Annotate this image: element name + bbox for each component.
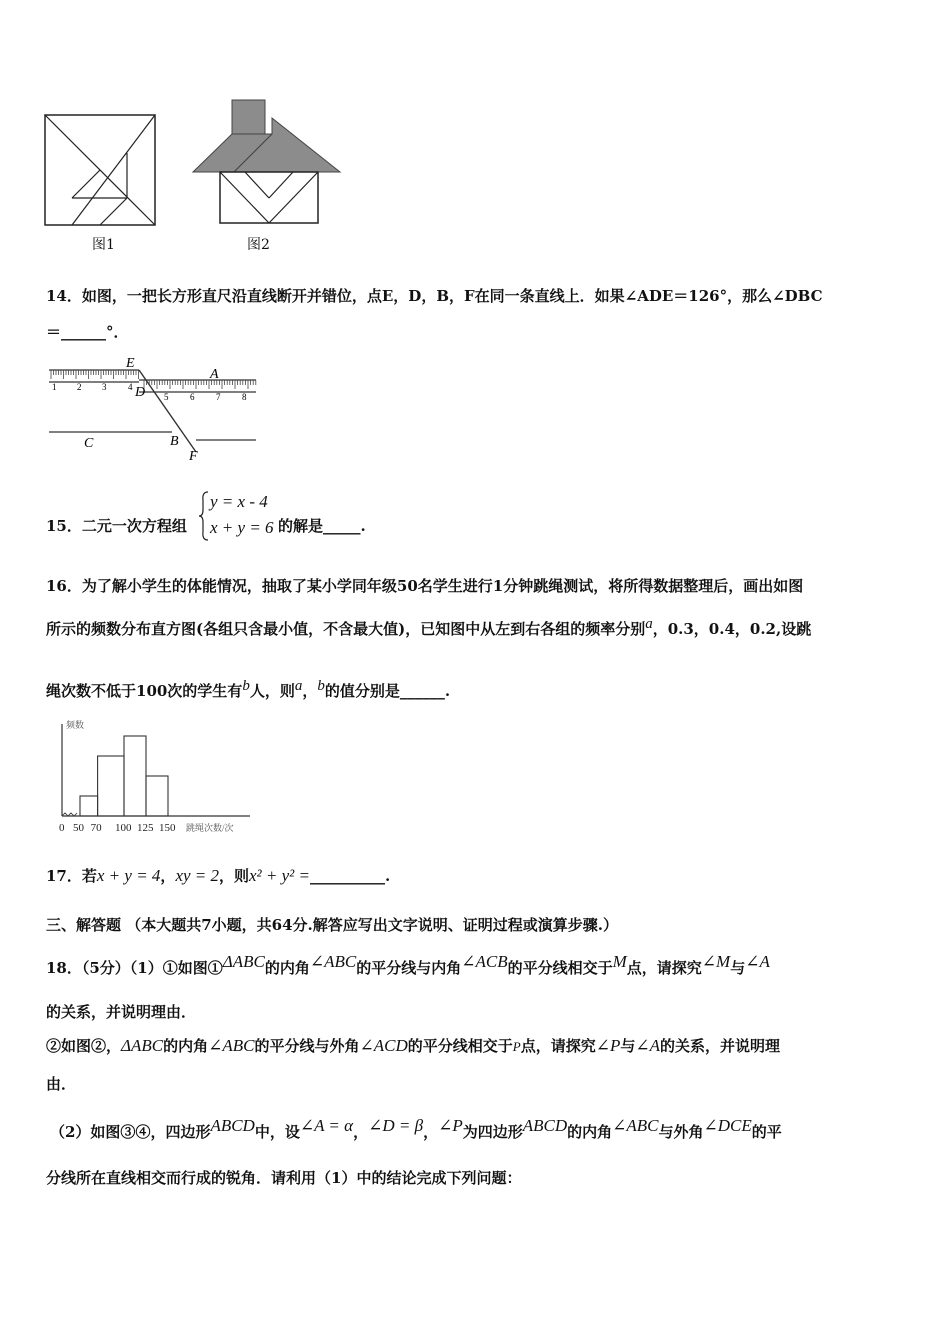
section-3-title: 三、解答题 （本大题共7小题，共64分.解答应写出文字说明、证明过程或演算步骤.） xyxy=(46,916,618,934)
q18-line-6: 分线所在直线相交而行成的锐角．请利用（1）中的结论完成下列问题： xyxy=(46,1169,522,1187)
histogram-bar xyxy=(98,756,124,816)
histogram-bar xyxy=(146,776,168,816)
q18-text-1b: 的内角 xyxy=(264,959,310,977)
x-axis-label: 跳绳次数/次 xyxy=(186,823,234,833)
variable-a-2: a xyxy=(294,678,303,694)
q18-angle-acb: ∠ACB xyxy=(461,952,508,971)
q18-text-5b: 中，设 xyxy=(254,1123,300,1141)
q18-point-m: M xyxy=(612,952,627,971)
x-tick-label: 125 xyxy=(137,822,154,834)
q18-angle-abc-3: ∠ABC xyxy=(612,1116,659,1135)
ruler-number-3: 3 xyxy=(102,382,107,392)
y-axis-label: 频数 xyxy=(66,720,85,730)
q18-alpha: ∠A = α xyxy=(299,1116,354,1135)
variable-a: a xyxy=(645,616,653,632)
label-B: B xyxy=(170,434,179,449)
q18-text-1a: 18．（5分）（1）①如图① xyxy=(46,959,223,977)
q18-text-3d: 的平分线相交于 xyxy=(407,1037,513,1055)
ruler-number-1: 1 xyxy=(52,382,57,392)
ruler-number-6: 6 xyxy=(190,392,195,402)
question-14-line-2: ＝______°． xyxy=(46,323,129,341)
ruler-number-4: 4 xyxy=(128,382,133,392)
q18-text-5a: （2）如图③④，四边形 xyxy=(50,1123,211,1141)
histogram-bar xyxy=(124,736,146,816)
q18-angle-p-2: ∠P xyxy=(438,1116,463,1135)
line-2-text-b: ，0.3，0.4，0.2,设跳 xyxy=(652,620,812,638)
q18-point-p: P xyxy=(512,1039,521,1054)
ruler-number-8: 8 xyxy=(242,392,247,402)
q18-line-5 xyxy=(50,1116,782,1142)
q18-angle-a-2: ∠A xyxy=(635,1036,661,1055)
label-F: F xyxy=(189,449,198,464)
figure-1 xyxy=(40,110,165,234)
line-3-text-a: 绳次数不低于100次的学生有 xyxy=(46,682,243,700)
ruler-figure xyxy=(44,352,264,464)
q18-text-5c: ， xyxy=(353,1123,369,1141)
q18-text-5h: 的平 xyxy=(751,1123,782,1141)
q18-angle-a: ∠A xyxy=(745,952,770,971)
q18-text-5g: 与外角 xyxy=(658,1123,704,1141)
q17-prefix: 17．若 xyxy=(46,867,97,885)
ruler-number-7: 7 xyxy=(216,392,221,402)
label-A: A xyxy=(210,367,219,382)
ruler-number-5: 5 xyxy=(164,392,169,402)
q18-text-5e: 为四边形 xyxy=(462,1123,523,1141)
variable-b: b xyxy=(242,678,250,694)
q17-suffix: __________. xyxy=(310,867,391,885)
q18-angle-m: ∠M xyxy=(701,952,731,971)
label-C: C xyxy=(84,436,94,451)
question-15-prefix: 15．二元一次方程组 xyxy=(46,517,187,535)
question-17 xyxy=(46,866,390,886)
q18-triangle-abc-2: ΔABC xyxy=(121,1036,164,1055)
variable-b-2: b xyxy=(317,678,325,694)
x-tick-label: 70 xyxy=(90,822,102,834)
q18-angle-acd: ∠ACD xyxy=(359,1036,408,1055)
q18-text-1e: 点，请探究 xyxy=(626,959,702,977)
q18-line-3 xyxy=(46,1036,780,1057)
x-tick-label: 100 xyxy=(115,822,132,834)
figure-2-caption: 图2 xyxy=(247,237,270,253)
q17-sep: ， xyxy=(160,867,176,885)
q18-text-3b: 的内角 xyxy=(163,1037,209,1055)
system-brace xyxy=(198,490,210,542)
q18-text-3f: 与 xyxy=(620,1037,636,1055)
histogram-bar xyxy=(80,796,98,816)
question-16-line-3 xyxy=(46,676,450,701)
x-tick-label: 50 xyxy=(73,822,84,834)
q18-triangle-abc: ΔABC xyxy=(222,952,265,971)
question-15-suffix: 的解是_____. xyxy=(278,517,366,535)
q18-text-3c: 的平分线与外角 xyxy=(254,1037,360,1055)
q18-quad-abcd-2: ABCD xyxy=(522,1116,568,1135)
figure-1-caption: 图1 xyxy=(92,237,115,253)
q18-line-2: 的关系，并说明理由． xyxy=(46,1003,197,1021)
q17-expr-2: xy = 2 xyxy=(175,866,219,885)
q18-text-1d: 的平分线相交于 xyxy=(507,959,613,977)
line-2-text-a: 所示的频数分布直方图(各组只含最小值，不含最大值)，已知图中从左到右各组的频率分别 xyxy=(46,620,646,638)
question-14-line-1: 14．如图，一把长方形直尺沿直线断开并错位，点E，D，B，F在同一条直线上．如果∠ADE＝126°，那么∠DBC xyxy=(46,287,823,305)
q18-angle-dce: ∠DCE xyxy=(703,1116,752,1135)
x-tick-label: 0 xyxy=(59,822,65,834)
histogram-chart xyxy=(50,716,260,838)
q18-line-1 xyxy=(46,952,770,978)
q18-text-1c: 的平分线与内角 xyxy=(356,959,462,977)
label-D: D xyxy=(135,385,146,400)
q17-expr-3: x² + y² = xyxy=(249,866,310,885)
question-16-line-2 xyxy=(46,614,811,639)
q18-text-5f: 的内角 xyxy=(567,1123,613,1141)
q18-text-1f: 与 xyxy=(730,959,746,977)
q18-angle-p: ∠P xyxy=(595,1036,621,1055)
q18-angle-abc: ∠ABC xyxy=(309,952,357,971)
q17-expr-1: x + y = 4 xyxy=(96,866,161,885)
q18-quad-abcd: ABCD xyxy=(210,1116,255,1135)
q17-mid: ，则 xyxy=(219,867,250,885)
equation-1: y = x - 4 xyxy=(210,492,268,511)
ruler-number-2: 2 xyxy=(77,382,82,392)
q18-text-3g: 的关系，并说明理 xyxy=(660,1037,781,1055)
q18-line-4: 由． xyxy=(46,1075,77,1093)
q18-text-5d: ， xyxy=(423,1123,439,1141)
q18-text-3e: 点，请探究 xyxy=(520,1037,596,1055)
q18-text-3a: ②如图②， xyxy=(46,1037,122,1055)
line-3-text-c: ， xyxy=(302,682,318,700)
question-16-line-1: 16．为了解小学生的体能情况，抽取了某小学同年级50名学生进行1分钟跳绳测试，将所得数据整理后，画出如图 xyxy=(46,577,804,595)
figure-2 xyxy=(190,98,345,228)
line-3-text-b: 人，则 xyxy=(249,682,295,700)
q18-angle-abc-2: ∠ABC xyxy=(208,1036,255,1055)
equation-2: x + y = 6 xyxy=(210,518,274,537)
line-3-text-d: 的值分别是______. xyxy=(324,682,451,700)
label-E: E xyxy=(126,356,135,371)
q18-beta: ∠D = β xyxy=(368,1116,424,1135)
x-tick-label: 150 xyxy=(159,822,176,834)
